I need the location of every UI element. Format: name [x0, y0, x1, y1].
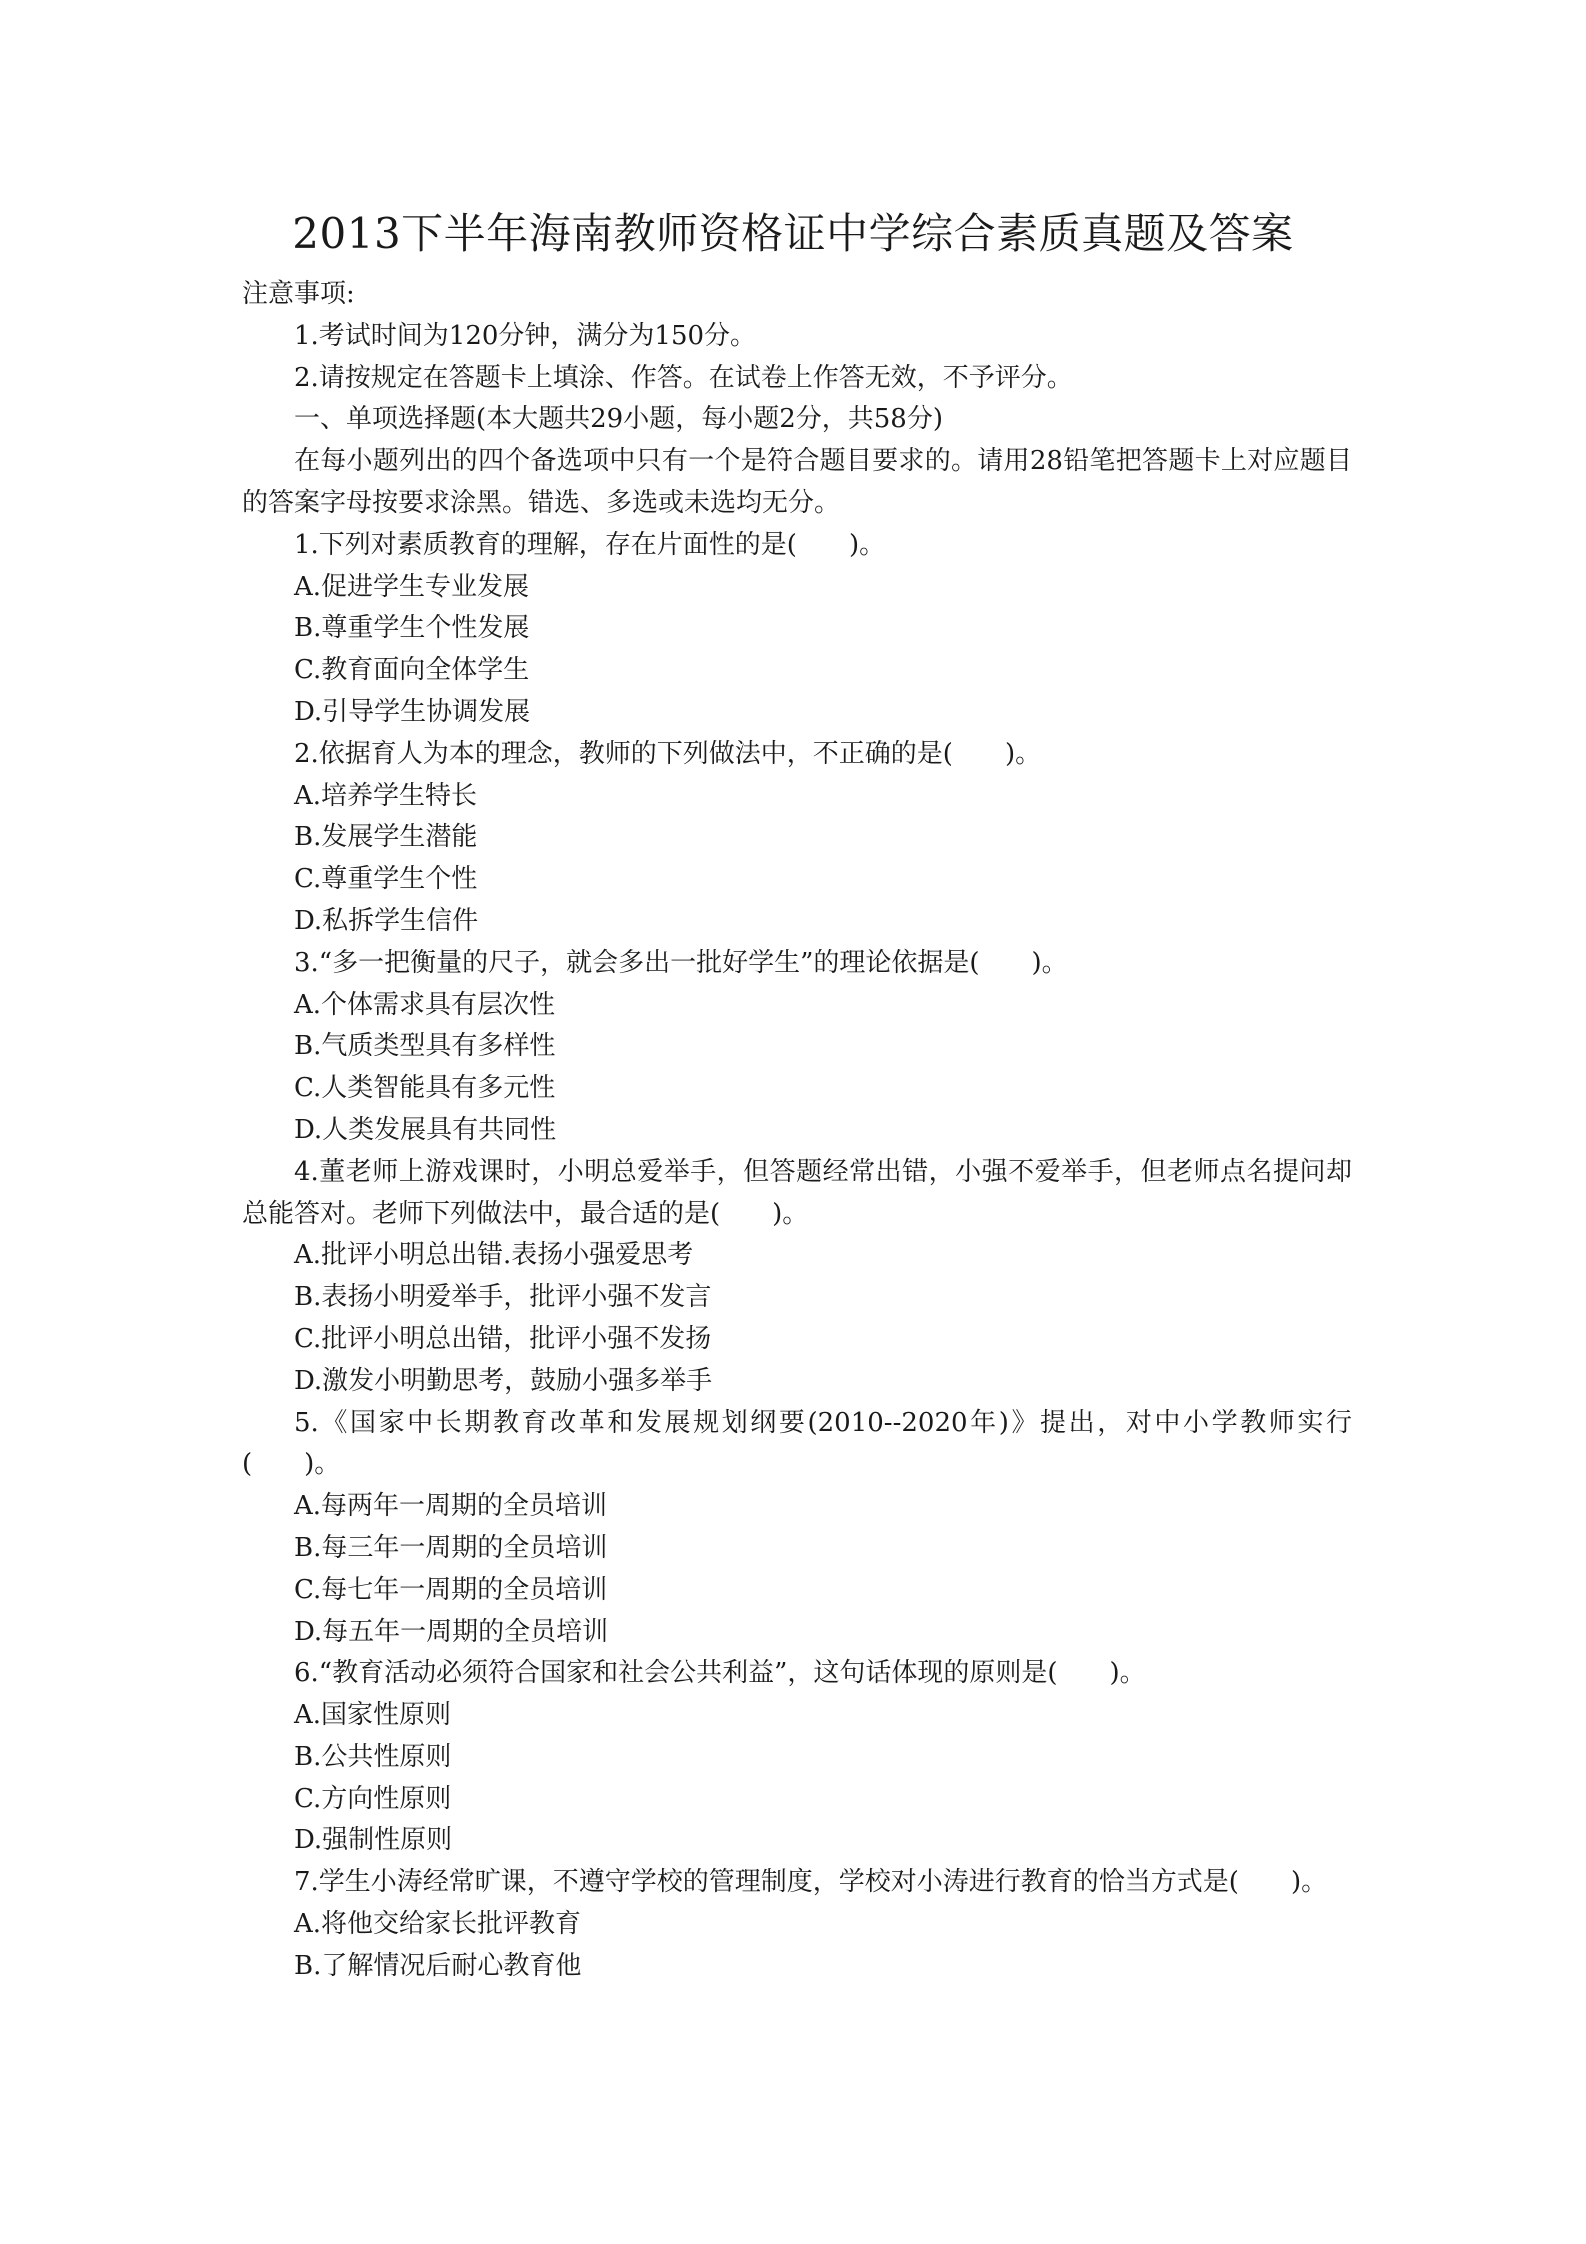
question-stem: 2.依据育人为本的理念，教师的下列做法中，不正确的是( )。: [294, 738, 1042, 769]
question-option: D.强制性原则: [294, 1825, 453, 1856]
note-item: 1.考试时间为120分钟，满分为150分。: [294, 320, 757, 351]
question-option: C.教育面向全体学生: [294, 655, 530, 686]
notes-heading: 注意事项:: [242, 279, 355, 309]
question-option: D.私拆学生信件: [294, 905, 479, 936]
question-option: B.了解情况后耐心教育他: [294, 1950, 582, 1981]
question-option: B.每三年一周期的全员培训: [294, 1532, 608, 1563]
question-option: D.每五年一周期的全员培训: [294, 1616, 609, 1647]
question-option: C.批评小明总出错，批评小强不发扬: [294, 1323, 712, 1354]
question-option: C.每七年一周期的全员培训: [294, 1574, 608, 1605]
question-stem: 1.下列对素质教育的理解，存在片面性的是( )。: [294, 529, 886, 560]
question-option: A.个体需求具有层次性: [294, 989, 556, 1020]
question-option: C.尊重学生个性: [294, 864, 478, 895]
section-heading: 一、单项选择题(本大题共29小题，每小题2分，共58分): [294, 404, 943, 435]
question-stem: 4.董老师上游戏课时，小明总爱举手，但答题经常出错，小强不爱举手，但老师点名提问却总能答对。老师下列做法中，最合适的是( )。: [242, 1156, 1352, 1229]
question-option: A.促进学生专业发展: [294, 571, 530, 602]
question-option: D.引导学生协调发展: [294, 696, 531, 727]
document-title: 2013下半年海南教师资格证中学综合素质真题及答案: [292, 209, 1294, 258]
question-stem: 3.“多一把衡量的尺子，就会多出一批好学生”的理论依据是( )。: [294, 947, 1068, 978]
question-option: A.培养学生特长: [294, 780, 478, 811]
question-option: B.气质类型具有多样性: [294, 1031, 556, 1062]
question-option: B.尊重学生个性发展: [294, 613, 530, 644]
note-item: 2.请按规定在答题卡上填涂、作答。在试卷上作答无效，不予评分。: [294, 362, 1073, 393]
question-stem: 6.“教育活动必须符合国家和社会公共利益”，这句话体现的原则是( )。: [294, 1658, 1146, 1689]
question-option: A.将他交给家长批评教育: [294, 1909, 582, 1940]
question-option: A.国家性原则: [294, 1700, 452, 1731]
question-option: C.方向性原则: [294, 1783, 452, 1814]
question-option: D.激发小明勤思考，鼓励小强多举手: [294, 1365, 713, 1396]
question-option: C.人类智能具有多元性: [294, 1073, 556, 1104]
question-stem: 5.《国家中长期教育改革和发展规划纲要(2010--2020年)》提出，对中小学教师实行( )。: [242, 1407, 1352, 1480]
document-body: [242, 274, 1352, 1988]
question-option: D.人类发展具有共同性: [294, 1114, 557, 1145]
question-option: B.公共性原则: [294, 1741, 452, 1772]
question-option: A.批评小明总出错.表扬小强爱思考: [294, 1240, 694, 1271]
question-option: B.表扬小明爱举手，批评小强不发言: [294, 1282, 712, 1313]
question-stem: 7.学生小涛经常旷课，不遵守学校的管理制度，学校对小涛进行教育的恰当方式是( )。: [294, 1867, 1328, 1898]
question-option: B.发展学生潜能: [294, 822, 478, 853]
question-option: A.每两年一周期的全员培训: [294, 1491, 608, 1522]
section-instructions: 在每小题列出的四个备选项中只有一个是符合题目要求的。请用28铅笔把答题卡上对应题目的答案字母按要求涂黑。错选、多选或未选均无分。: [242, 446, 1352, 518]
